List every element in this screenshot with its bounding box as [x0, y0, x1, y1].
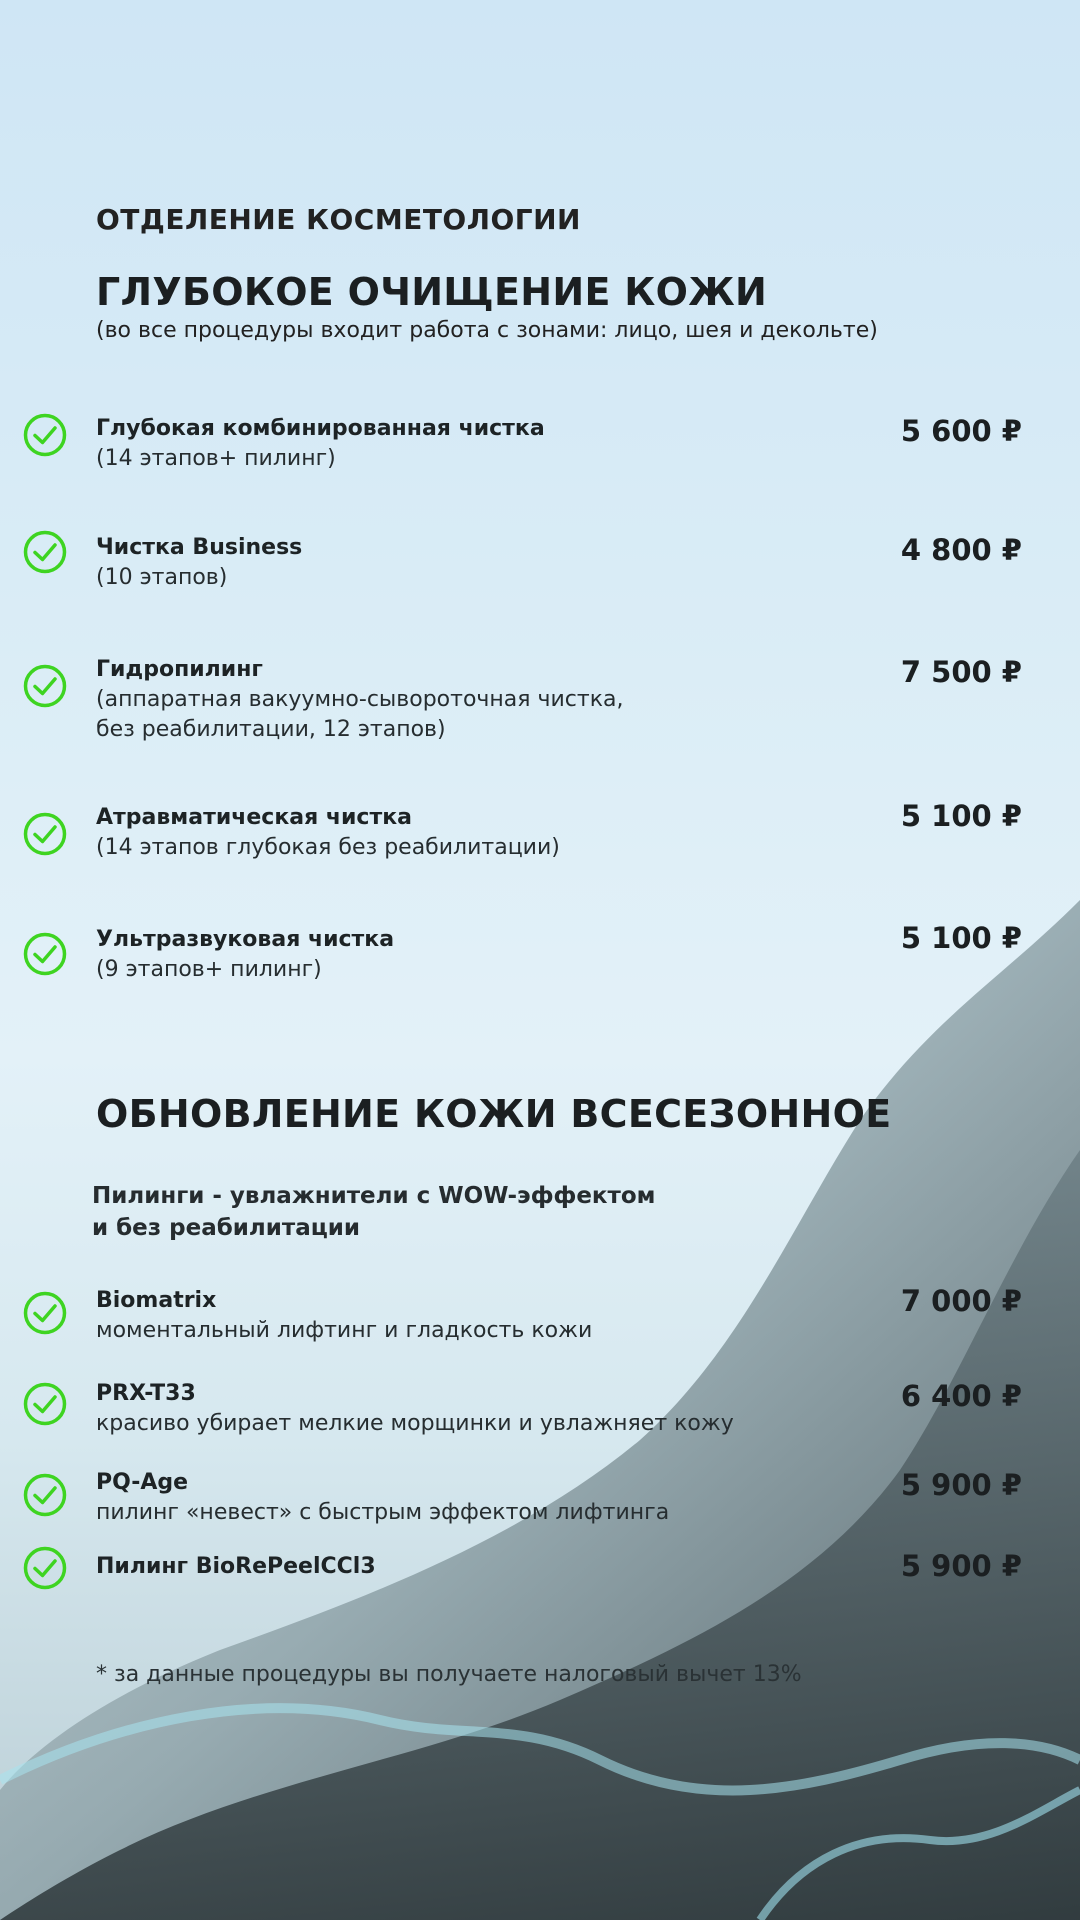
service-price: 5 900 ₽ — [900, 1549, 1022, 1583]
section-subtitle: Пилинги - увлажнители с WOW-эффектом и без реабилитации — [92, 1183, 656, 1241]
service-name: Biomatrix — [96, 1288, 217, 1313]
service-name: Атравматическая чистка — [96, 805, 413, 830]
service-price: 5 900 ₽ — [900, 1468, 1022, 1502]
service-description: пилинг «невест» с быстрым эффектом лифтинга — [96, 1500, 670, 1525]
service-description: моментальный лифтинг и гладкость кожи — [96, 1318, 593, 1343]
service-price: 4 800 ₽ — [900, 533, 1022, 567]
service-name: PRX-T33 — [96, 1381, 196, 1406]
service-description: (9 этапов+ пилинг) — [96, 957, 322, 982]
section-note: (во все процедуры входит работа с зонами: лицо, шея и декольте) — [96, 318, 878, 343]
check-circle-icon — [22, 1545, 68, 1591]
check-circle-icon — [22, 811, 68, 857]
service-price: 5 100 ₽ — [900, 799, 1022, 833]
service-price: 5 100 ₽ — [900, 921, 1022, 955]
check-circle-icon — [22, 663, 68, 709]
department-title: ОТДЕЛЕНИЕ КОСМЕТОЛОГИИ — [96, 203, 581, 236]
section-title-deep-cleansing: ГЛУБОКОЕ ОЧИЩЕНИЕ КОЖИ — [96, 270, 768, 314]
service-name: Пилинг BioRePeelCCl3 — [96, 1554, 376, 1579]
section-title-renewal: ОБНОВЛЕНИЕ КОЖИ ВСЕСЕЗОННОЕ — [96, 1092, 892, 1136]
service-name: Глубокая комбинированная чистка — [96, 416, 545, 441]
check-circle-icon — [22, 1381, 68, 1427]
service-description: (14 этапов глубокая без реабилитации) — [96, 835, 560, 860]
check-circle-icon — [22, 1290, 68, 1336]
service-description: красиво убирает мелкие морщинки и увлажняет кожу — [96, 1411, 734, 1436]
service-price: 7 000 ₽ — [900, 1284, 1022, 1318]
tax-deduction-footnote: * за данные процедуры вы получаете налоговый вычет 13% — [96, 1662, 802, 1687]
check-circle-icon — [22, 529, 68, 575]
service-price: 6 400 ₽ — [900, 1379, 1022, 1413]
service-name: PQ-Age — [96, 1470, 189, 1495]
service-name: Гидропилинг — [96, 657, 263, 682]
service-price: 7 500 ₽ — [900, 655, 1022, 689]
service-description: (14 этапов+ пилинг) — [96, 446, 336, 471]
check-circle-icon — [22, 1472, 68, 1518]
service-description: (10 этапов) — [96, 565, 228, 590]
service-price: 5 600 ₽ — [900, 414, 1022, 448]
check-circle-icon — [22, 412, 68, 458]
service-description: (аппаратная вакуумно-сывороточная чистка, без реабилитации, 12 этапов) — [96, 687, 624, 742]
service-name: Чистка Business — [96, 535, 303, 560]
check-circle-icon — [22, 931, 68, 977]
service-name: Ультразвуковая чистка — [96, 927, 395, 952]
